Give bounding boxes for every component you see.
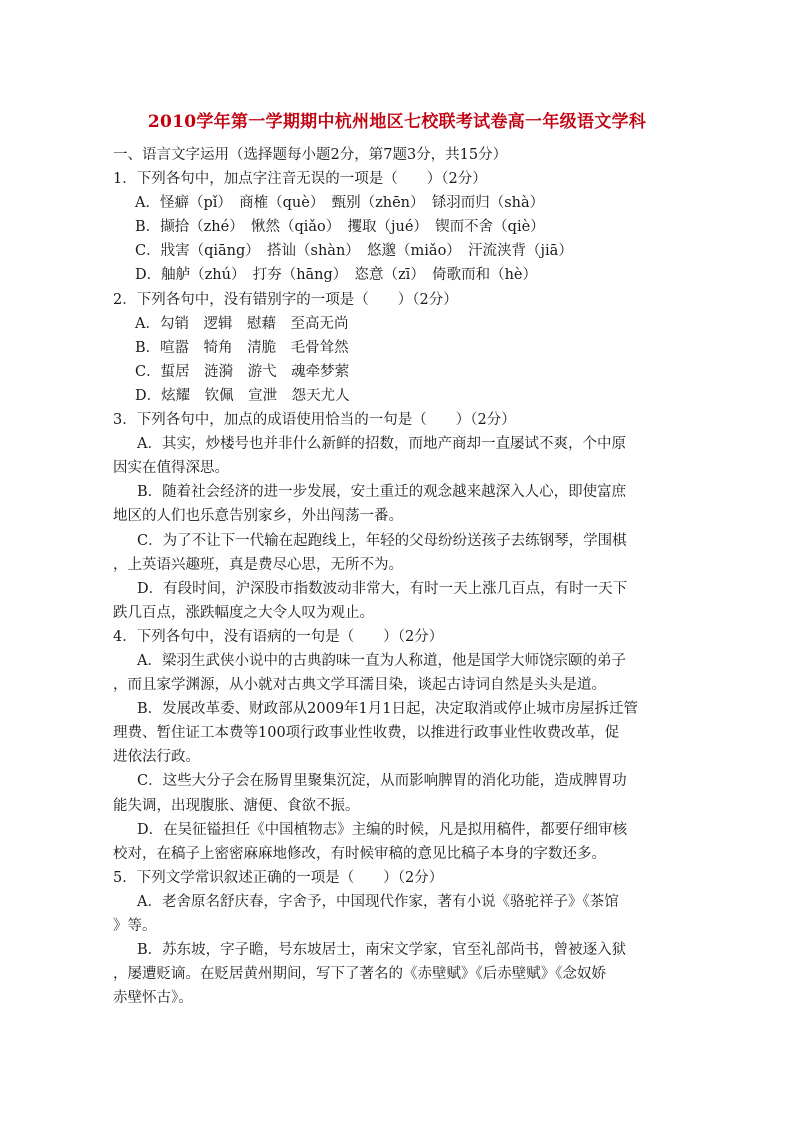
- question-4-option-b-cont: 理费、暂住证工本费等100项行政事业性收费，以推进行政事业性收费改革，促: [113, 725, 620, 742]
- question-4-option-d-cont: 校对，在稿子上密密麻麻地修改，有时候审稿的意见比稿子本身的字数还多。: [113, 845, 606, 862]
- question-3-option-c-cont: ，上英语兴趣班，真是费尽心思，无所不为。: [113, 556, 403, 573]
- question-3-option-b: B．随着社会经济的进一步发展，安土重迁的观念越来越深入人心，即使富庶: [137, 484, 627, 501]
- question-2-option-c: C．蜇居 涟漪 游弋 魂牵梦萦: [135, 363, 350, 380]
- question-4-option-c-cont: 能失调，出现腹胀、溏便、食欲不振。: [113, 797, 360, 814]
- question-4-option-c: C．这些大分子会在肠胃里聚集沉淀，从而影响脾胃的消化功能，造成脾胃功: [137, 773, 627, 790]
- question-2-stem: 2．下列各句中，没有错别字的一项是（ ）（2分）: [113, 291, 458, 308]
- question-2-option-a: A．勾销 逻辑 慰藉 至高无尚: [135, 315, 349, 332]
- question-2-option-d: D．炫耀 钦佩 宣泄 怨天尤人: [135, 387, 350, 404]
- exam-body: [113, 143, 679, 1010]
- question-4-option-a: A．梁羽生武侠小说中的古典韵味一直为人称道，他是国学大师饶宗颐的弟子: [137, 652, 626, 669]
- question-1-option-b: B．撷拾（zhé） 愀然（qiǎo） 攫取（jué） 锲而不舍（qiè）: [135, 219, 545, 236]
- question-1-option-d: D．舳舻（zhú） 打夯（hāng） 恣意（zī） 倚歌而和（hè）: [135, 267, 537, 284]
- question-5-option-b: B．苏东坡，字子瞻，号东坡居士，南宋文学家，官至礼部尚书，曾被逐入狱: [137, 942, 627, 959]
- question-3-option-a: A．其实，炒楼号也并非什么新鲜的招数，而地产商却一直屡试不爽，个中原: [137, 436, 626, 453]
- question-4-option-d: D．在吴征镒担任《中国植物志》主编的时候，凡是拟用稿件，都要仔细审核: [137, 821, 628, 838]
- section-heading: 一、语言文字运用（选择题每小题2分，第7题3分，共15分）: [113, 147, 508, 163]
- question-4-option-b: B．发展改革委、财政部从2009年1月1日起，决定取消或停止城市房屋拆迁管: [137, 701, 639, 718]
- question-5-option-a-cont: 》等。: [113, 918, 157, 934]
- question-2-option-b: B．喧嚣 犄角 清脆 毛骨耸然: [135, 339, 349, 356]
- question-3-option-d-cont: 跌几百点，涨跌幅度之大令人叹为观止。: [113, 604, 374, 621]
- question-5-stem: 5．下列文学常识叙述正确的一项是（ ）（2分）: [113, 869, 444, 886]
- question-5-option-a: A．老舍原名舒庆春，字舍予，中国现代作家，著有小说《骆驼祥子》《茶馆: [137, 893, 619, 910]
- question-1-stem: 1．下列各句中，加点字注音无误的一项是（ ）（2分）: [113, 171, 487, 188]
- question-3-option-a-cont: 因实在值得深思。: [113, 460, 229, 477]
- question-1-option-a: A．怪癖（pǐ） 商榷（què） 甄别（zhēn） 铩羽而归（shà）: [135, 195, 545, 212]
- question-1-option-c: C．戕害（qiāng） 搭讪（shàn） 悠邈（miǎo） 汗流浃背（jiā）: [135, 243, 573, 260]
- question-4-option-a-cont: ，而且家学渊源，从小就对古典文学耳濡目染，谈起古诗词自然是头头是道。: [113, 677, 606, 694]
- exam-title: 2010学年第一学期期中杭州地区七校联考试卷高一年级语文学科: [147, 112, 647, 132]
- question-3-option-c: C．为了不让下一代输在起跑线上，年轻的父母纷纷送孩子去练钢琴，学围棋: [137, 532, 627, 549]
- question-4-option-b-cont2: 进依法行政。: [113, 749, 200, 766]
- question-3-stem: 3．下列各句中，加点的成语使用恰当的一句是（ ）（2分）: [113, 412, 516, 429]
- question-3-option-b-cont: 地区的人们也乐意告别家乡，外出闯荡一番。: [113, 508, 403, 525]
- question-3-option-d: D．有段时间，沪深股市指数波动非常大，有时一天上涨几百点，有时一天下: [137, 580, 628, 597]
- question-5-option-b-cont2: 赤壁怀古》。: [113, 990, 193, 1007]
- question-4-stem: 4．下列各句中，没有语病的一句是（ ）（2分）: [113, 628, 444, 645]
- question-5-option-b-cont: ，屡遭贬谪。在贬居黄州期间，写下了著名的《赤壁赋》《后赤壁赋》《念奴娇: [113, 966, 606, 983]
